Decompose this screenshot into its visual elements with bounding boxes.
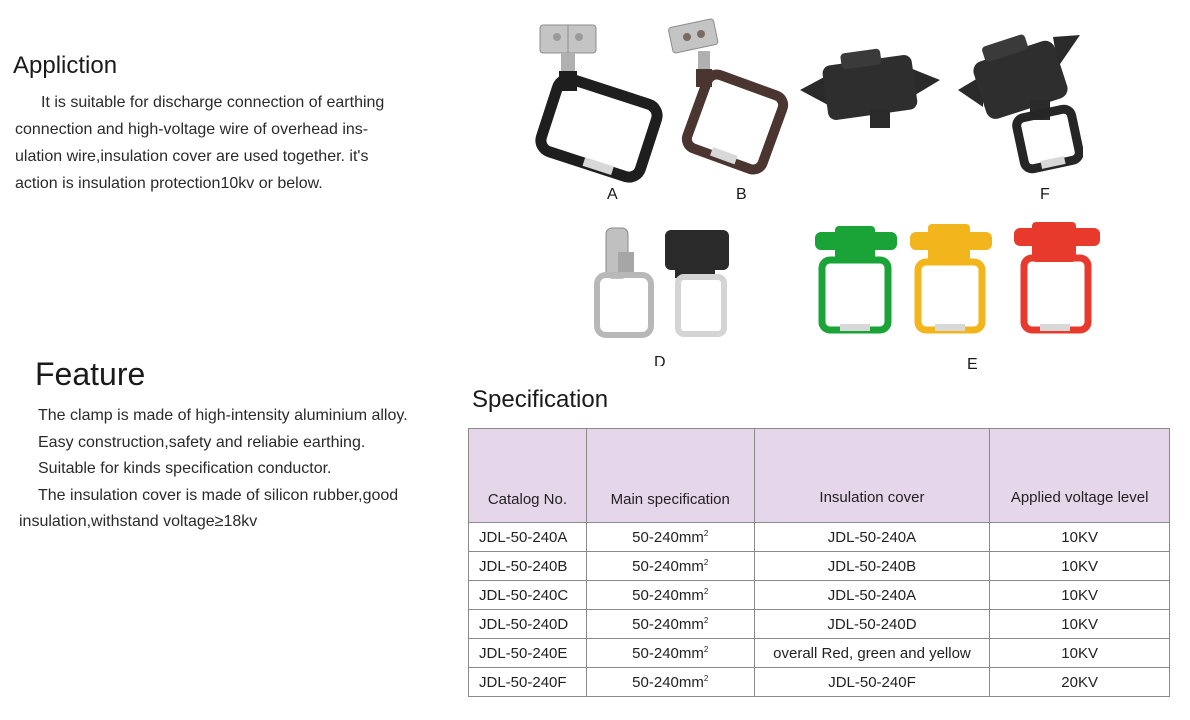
cell-spec: $50-240mm^2$ bbox=[586, 523, 754, 552]
cell-spec: $50-240mm^2$ bbox=[586, 581, 754, 610]
specification-title: Specification bbox=[472, 386, 609, 413]
cell-spec: $50-240mm^2$ bbox=[586, 668, 754, 697]
cell-voltage: 10KV bbox=[990, 610, 1170, 639]
cell-cover: JDL-50-240F bbox=[754, 668, 990, 697]
product-b-label: B bbox=[736, 186, 747, 203]
cell-catalog: JDL-50-240D bbox=[469, 610, 587, 639]
cell-catalog: JDL-50-240B bbox=[469, 552, 587, 581]
cell-cover: JDL-50-240B bbox=[754, 552, 990, 581]
cell-voltage: 20KV bbox=[990, 668, 1170, 697]
cell-cover: JDL-50-240D bbox=[754, 610, 990, 639]
table-row bbox=[469, 581, 1170, 610]
feature-line: Easy construction,safety and reliabie earthing. bbox=[38, 433, 366, 451]
header-insulation-cover: Insulation cover bbox=[754, 429, 990, 523]
feature-line: insulation,withstand voltage≥18kv bbox=[19, 513, 258, 530]
product-e-image bbox=[810, 218, 1110, 338]
application-text: It is suitable for discharge connection of earthing connection and high-voltage wire of overhead ins-ulation wire,insulation cover are used together. it's action is insulation protection10kv or below. bbox=[15, 94, 385, 192]
product-f-label: F bbox=[1040, 186, 1050, 203]
cell-cover: overall Red, green and yellow bbox=[754, 639, 990, 668]
feature-text bbox=[19, 403, 449, 536]
table-row bbox=[469, 639, 1170, 668]
table-row bbox=[469, 668, 1170, 697]
cell-voltage: 10KV bbox=[990, 581, 1170, 610]
cell-cover: JDL-50-240A bbox=[754, 523, 990, 552]
table-row bbox=[469, 523, 1170, 552]
product-a-image bbox=[535, 20, 665, 185]
cell-cover: JDL-50-240A bbox=[754, 581, 990, 610]
product-d-image bbox=[590, 222, 740, 342]
feature-title: Feature bbox=[35, 356, 146, 392]
application-title: Appliction bbox=[13, 52, 118, 79]
table-header-row bbox=[469, 429, 1170, 523]
feature-line: The clamp is made of high-intensity aluminium alloy. bbox=[38, 407, 408, 424]
product-black-cover-image bbox=[800, 40, 940, 135]
product-f-image bbox=[958, 25, 1083, 180]
cell-voltage: 10KV bbox=[990, 639, 1170, 668]
header-main-spec: Main specification bbox=[586, 429, 754, 523]
header-catalog: Catalog No. bbox=[469, 429, 587, 523]
table-row bbox=[469, 610, 1170, 639]
cell-voltage: 10KV bbox=[990, 552, 1170, 581]
cell-catalog: JDL-50-240E bbox=[469, 639, 587, 668]
cell-catalog: JDL-50-240C bbox=[469, 581, 587, 610]
cell-voltage: 10KV bbox=[990, 523, 1170, 552]
product-b-image bbox=[665, 15, 790, 180]
cell-catalog: JDL-50-240A bbox=[469, 523, 587, 552]
cell-catalog: JDL-50-240F bbox=[469, 668, 587, 697]
product-d-label: D bbox=[654, 354, 666, 366]
cell-spec: $50-240mm^2$ bbox=[586, 610, 754, 639]
cell-spec: $50-240mm^2$ bbox=[586, 639, 754, 668]
product-e-label: E bbox=[967, 356, 978, 373]
header-voltage: Applied voltage level bbox=[990, 429, 1170, 523]
product-a-label: A bbox=[607, 186, 618, 203]
table-row bbox=[469, 552, 1170, 581]
feature-line: Suitable for kinds specification conductor. bbox=[38, 460, 332, 477]
cell-spec: $50-240mm^2$ bbox=[586, 552, 754, 581]
feature-line: The insulation cover is made of silicon rubber,good bbox=[38, 486, 399, 504]
specification-table bbox=[468, 428, 1170, 697]
